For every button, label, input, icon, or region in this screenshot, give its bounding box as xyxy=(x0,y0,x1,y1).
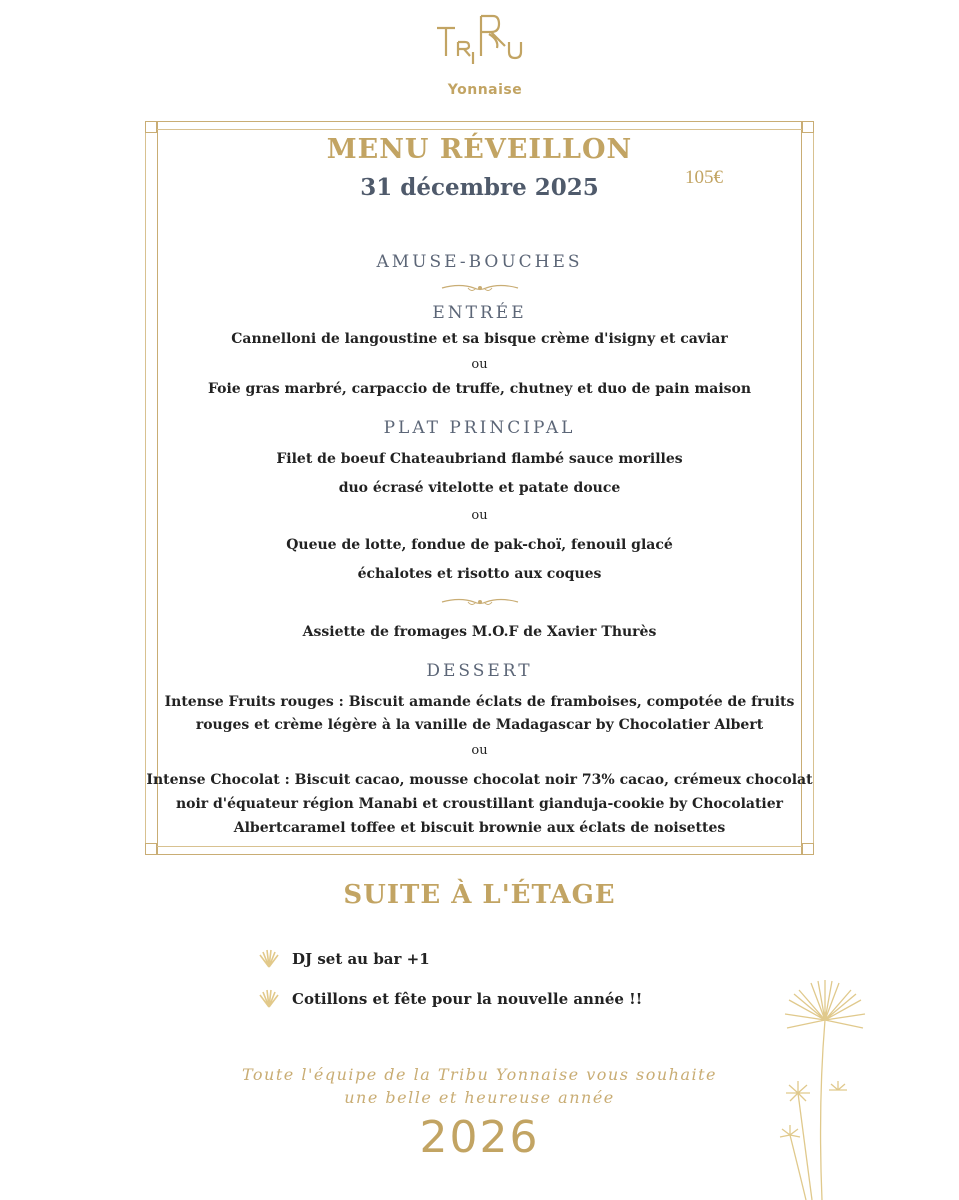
dessert-dish-1-line-1: Intense Fruits rouges : Biscuit amande éclats de framboises, compotée de fruits xyxy=(164,694,795,710)
fireworks-icon xyxy=(760,975,890,1200)
suite-item xyxy=(258,987,642,1011)
section-plat-principal: PLAT PRINCIPAL xyxy=(383,418,576,438)
frame-corner-bl xyxy=(145,843,157,855)
wishes-line-1: Toute l'équipe de la Tribu Yonnaise vous souhaite xyxy=(241,1065,718,1084)
frame-corner-tl xyxy=(145,121,157,133)
brand-logo xyxy=(425,12,545,97)
plat-dish-2-line-1: Queue de lotte, fondue de pak-choï, fenouil glacé xyxy=(286,537,673,553)
suite-item-label: Cotillons et fête pour la nouvelle année !! xyxy=(292,990,643,1008)
dessert-dish-2-line-1: Intense Chocolat : Biscuit cacao, mousse chocolat noir 73% cacao, crémeux chocolat xyxy=(146,772,813,788)
dessert-or: ou xyxy=(471,743,488,758)
flourish-divider xyxy=(440,595,520,609)
section-amuse-bouches: AMUSE-BOUCHES xyxy=(376,252,583,272)
frame-corner-tr xyxy=(802,121,814,133)
entree-dish-2: Foie gras marbré, carpaccio de truffe, chutney et duo de pain maison xyxy=(207,381,752,397)
fan-icon xyxy=(258,949,280,969)
plat-dish-2-line-2: échalotes et risotto aux coques xyxy=(357,566,602,582)
suite-item xyxy=(258,947,430,971)
plat-dish-1-line-2: duo écrasé vitelotte et patate douce xyxy=(338,480,621,496)
menu-date: 31 décembre 2025 xyxy=(360,174,599,201)
wishes-year: 2026 xyxy=(419,1112,540,1163)
plat-or: ou xyxy=(471,508,488,523)
fromage-dish: Assiette de fromages M.O.F de Xavier Thurès xyxy=(302,624,657,640)
dessert-dish-1-line-2: rouges et crème légère à la vanille de Madagascar by Chocolatier Albert xyxy=(195,717,764,733)
section-entree: ENTRÉE xyxy=(432,303,527,323)
dessert-dish-2-line-3: Albertcaramel toffee et biscuit brownie aux éclats de noisettes xyxy=(233,820,726,836)
entree-or: ou xyxy=(471,357,488,372)
dessert-dish-2-line-2: noir d'équateur région Manabi et croustillant gianduja-cookie by Chocolatier xyxy=(175,796,784,812)
menu-price: 105€ xyxy=(685,167,723,188)
fan-icon xyxy=(258,989,280,1009)
plat-dish-1-line-1: Filet de boeuf Chateaubriand flambé sauce morilles xyxy=(276,451,683,467)
suite-item-label: DJ set au bar +1 xyxy=(292,950,430,968)
wishes-line-2: une belle et heureuse année xyxy=(344,1088,615,1107)
entree-dish-1: Cannelloni de langoustine et sa bisque crème d'isigny et caviar xyxy=(231,331,728,347)
logo-monogram xyxy=(425,12,545,82)
flourish-divider xyxy=(440,281,520,295)
menu-title: MENU RÉVEILLON xyxy=(326,134,633,165)
logo-subtitle: Yonnaise xyxy=(447,82,523,98)
frame-corner-br xyxy=(802,843,814,855)
suite-title: SUITE À L'ÉTAGE xyxy=(343,880,616,910)
section-dessert: DESSERT xyxy=(426,661,533,681)
